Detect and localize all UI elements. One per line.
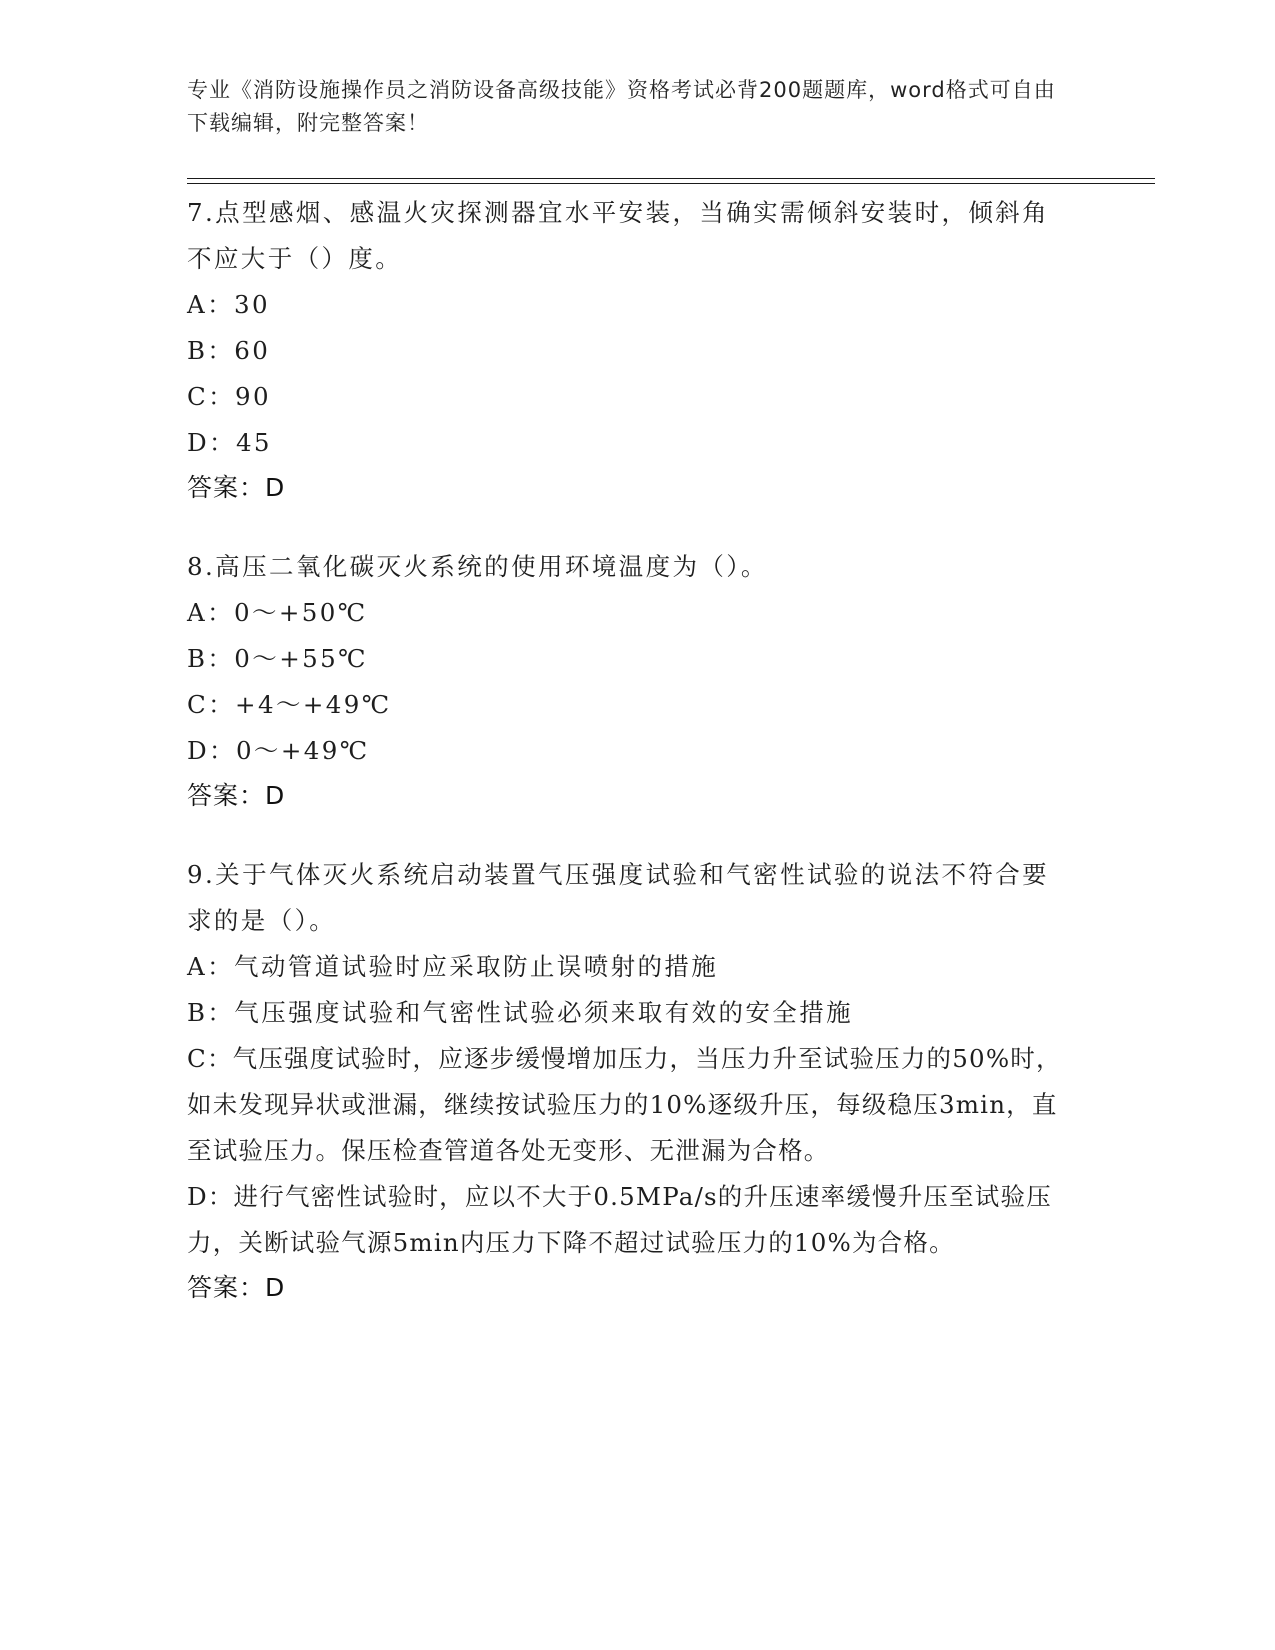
option-c: C：+4～+49℃ <box>187 690 392 719</box>
question-8 <box>187 544 1067 818</box>
answer-text: 答案：D <box>187 781 286 810</box>
document-header: 专业《消防设施操作员之消防设备高级技能》资格考试必背200题题库，word格式可自由下载编辑，附完整答案！ <box>187 78 1056 135</box>
question-9 <box>187 852 1067 1310</box>
option-d: D：0～+49℃ <box>187 736 370 765</box>
header-divider-bottom <box>187 183 1155 184</box>
answer-text: 答案：D <box>187 1273 286 1302</box>
option-d: D：进行气密性试验时，应以不大于0.5MPa/s的升压速率缓慢升压至试验压力，关断试验气源5min内压力下降不超过试验压力的10%为合格。 <box>187 1182 1052 1257</box>
option-d: D：45 <box>187 428 272 457</box>
option-a: A：30 <box>187 290 270 319</box>
option-b: B：60 <box>187 336 271 365</box>
answer-text: 答案：D <box>187 473 286 502</box>
option-a: A：气动管道试验时应采取防止误喷射的措施 <box>187 952 719 981</box>
header-divider-top <box>187 178 1155 179</box>
option-b: B：0～+55℃ <box>187 644 368 673</box>
option-c: C：气压强度试验时，应逐步缓慢增加压力，当压力升至试验压力的50%时，如未发现异状或泄漏，继续按试验压力的10%逐级升压，每级稳压3min，直至试验压力。保压检查管道各处无变形、无泄漏为合格。 <box>187 1044 1062 1165</box>
question-7 <box>187 190 1067 510</box>
question-title: 9.关于气体灭火系统启动装置气压强度试验和气密性试验的说法不符合要求的是（）。 <box>187 860 1050 935</box>
option-a: A：0～+50℃ <box>187 598 368 627</box>
option-b: B：气压强度试验和气密性试验必须来取有效的安全措施 <box>187 998 854 1027</box>
question-title: 7.点型感烟、感温火灾探测器宜水平安装，当确实需倾斜安装时，倾斜角不应大于（）度。 <box>187 198 1050 273</box>
question-list <box>187 190 1067 1344</box>
question-title: 8.高压二氧化碳灭火系统的使用环境温度为（）。 <box>187 552 768 581</box>
option-c: C：90 <box>187 382 272 411</box>
